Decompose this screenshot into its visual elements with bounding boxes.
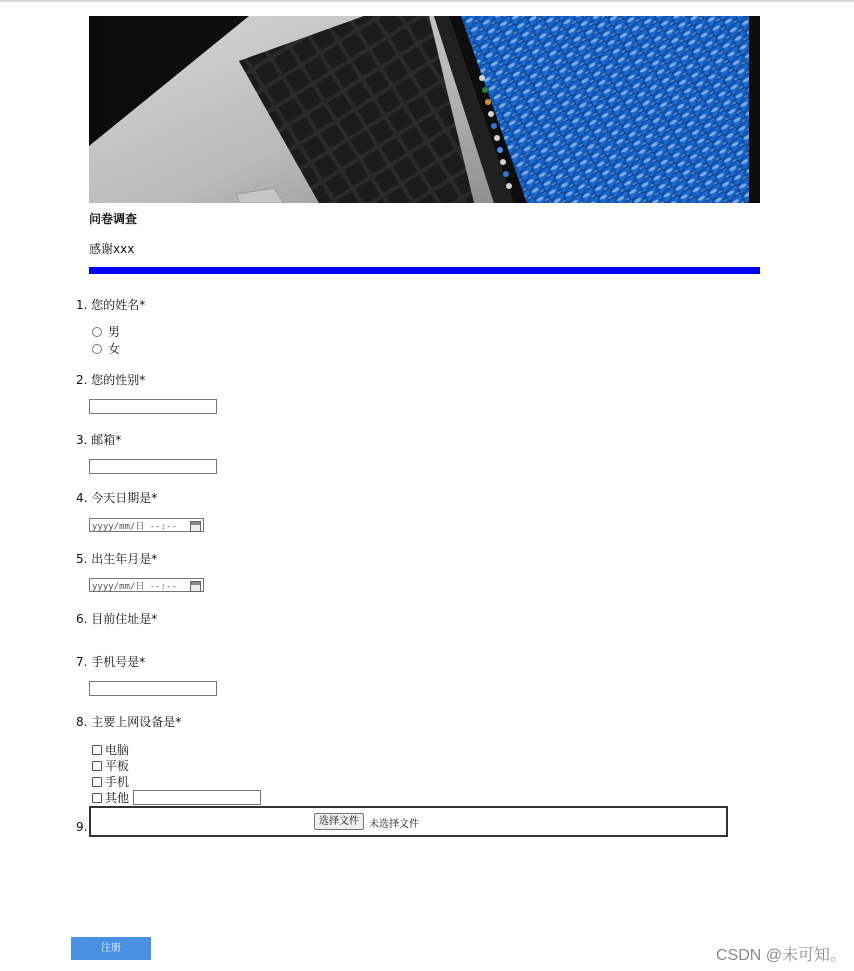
gender-input[interactable] — [89, 399, 217, 414]
question-2 — [76, 371, 145, 388]
question-label: 邮箱* — [91, 433, 122, 447]
checkbox-label: 其他 — [105, 791, 130, 805]
checkbox-option-phone[interactable] — [92, 773, 129, 790]
submit-button[interactable]: 注册 — [71, 937, 151, 960]
question-4 — [76, 489, 157, 506]
radio-label: 男 — [108, 325, 121, 339]
banner-image — [89, 16, 760, 203]
question-number: 6. — [76, 612, 88, 626]
question-label: 手机号是* — [91, 655, 146, 669]
question-label: 出生年月是* — [91, 552, 158, 566]
radio-button[interactable] — [92, 344, 102, 354]
phone-input[interactable] — [89, 681, 217, 696]
birth-date-input[interactable] — [89, 578, 204, 592]
checkbox[interactable] — [92, 777, 102, 787]
question-number: 1. — [76, 298, 88, 312]
calendar-icon[interactable] — [190, 581, 201, 592]
question-number: 8. — [76, 715, 88, 729]
question-number: 5. — [76, 552, 88, 566]
question-label: 目前住址是* — [91, 612, 158, 626]
question-5 — [76, 550, 157, 567]
calendar-icon[interactable] — [190, 521, 201, 532]
checkbox-label: 手机 — [105, 775, 130, 789]
checkbox-option-tablet[interactable] — [92, 757, 129, 774]
question-label: 主要上网设备是* — [91, 715, 182, 729]
survey-title: 问卷调查 — [89, 212, 138, 226]
checkbox[interactable] — [92, 745, 102, 755]
survey-subtitle: 感谢xxx — [89, 242, 135, 256]
email-input[interactable] — [89, 459, 217, 474]
laptop-photo — [89, 16, 760, 203]
date-placeholder: yyyy/mm/日 --:-- — [92, 521, 177, 532]
question-label: 今天日期是* — [91, 491, 158, 505]
question-number: 9. — [76, 820, 88, 834]
question-8 — [76, 713, 181, 730]
radio-option-female[interactable] — [92, 340, 120, 357]
question-9 — [76, 820, 87, 834]
question-1 — [76, 296, 145, 313]
question-6 — [76, 610, 157, 627]
checkbox[interactable] — [92, 793, 102, 803]
checkbox-label: 平板 — [105, 759, 130, 773]
question-3 — [76, 431, 121, 448]
choose-file-button[interactable]: 选择文件 — [314, 813, 364, 830]
checkbox[interactable] — [92, 761, 102, 771]
question-label: 您的姓名* — [91, 298, 146, 312]
radio-button[interactable] — [92, 327, 102, 337]
date-placeholder: yyyy/mm/日 --:-- — [92, 581, 177, 592]
today-date-input[interactable] — [89, 518, 204, 532]
checkbox-label: 电脑 — [105, 743, 130, 757]
radio-option-male[interactable] — [92, 323, 120, 340]
file-status: 未选择文件 — [369, 819, 419, 830]
question-label: 您的性别* — [91, 373, 146, 387]
file-upload-field[interactable] — [89, 806, 728, 837]
checkbox-option-computer[interactable] — [92, 741, 129, 758]
divider-bar — [89, 267, 760, 274]
top-border — [0, 0, 854, 2]
question-number: 7. — [76, 655, 88, 669]
question-number: 4. — [76, 491, 88, 505]
question-7 — [76, 653, 145, 670]
question-number: 2. — [76, 373, 88, 387]
other-device-input[interactable] — [133, 790, 261, 805]
watermark: CSDN @未可知。 — [716, 947, 847, 964]
checkbox-option-other[interactable] — [92, 789, 261, 806]
radio-label: 女 — [108, 342, 121, 356]
question-number: 3. — [76, 433, 88, 447]
